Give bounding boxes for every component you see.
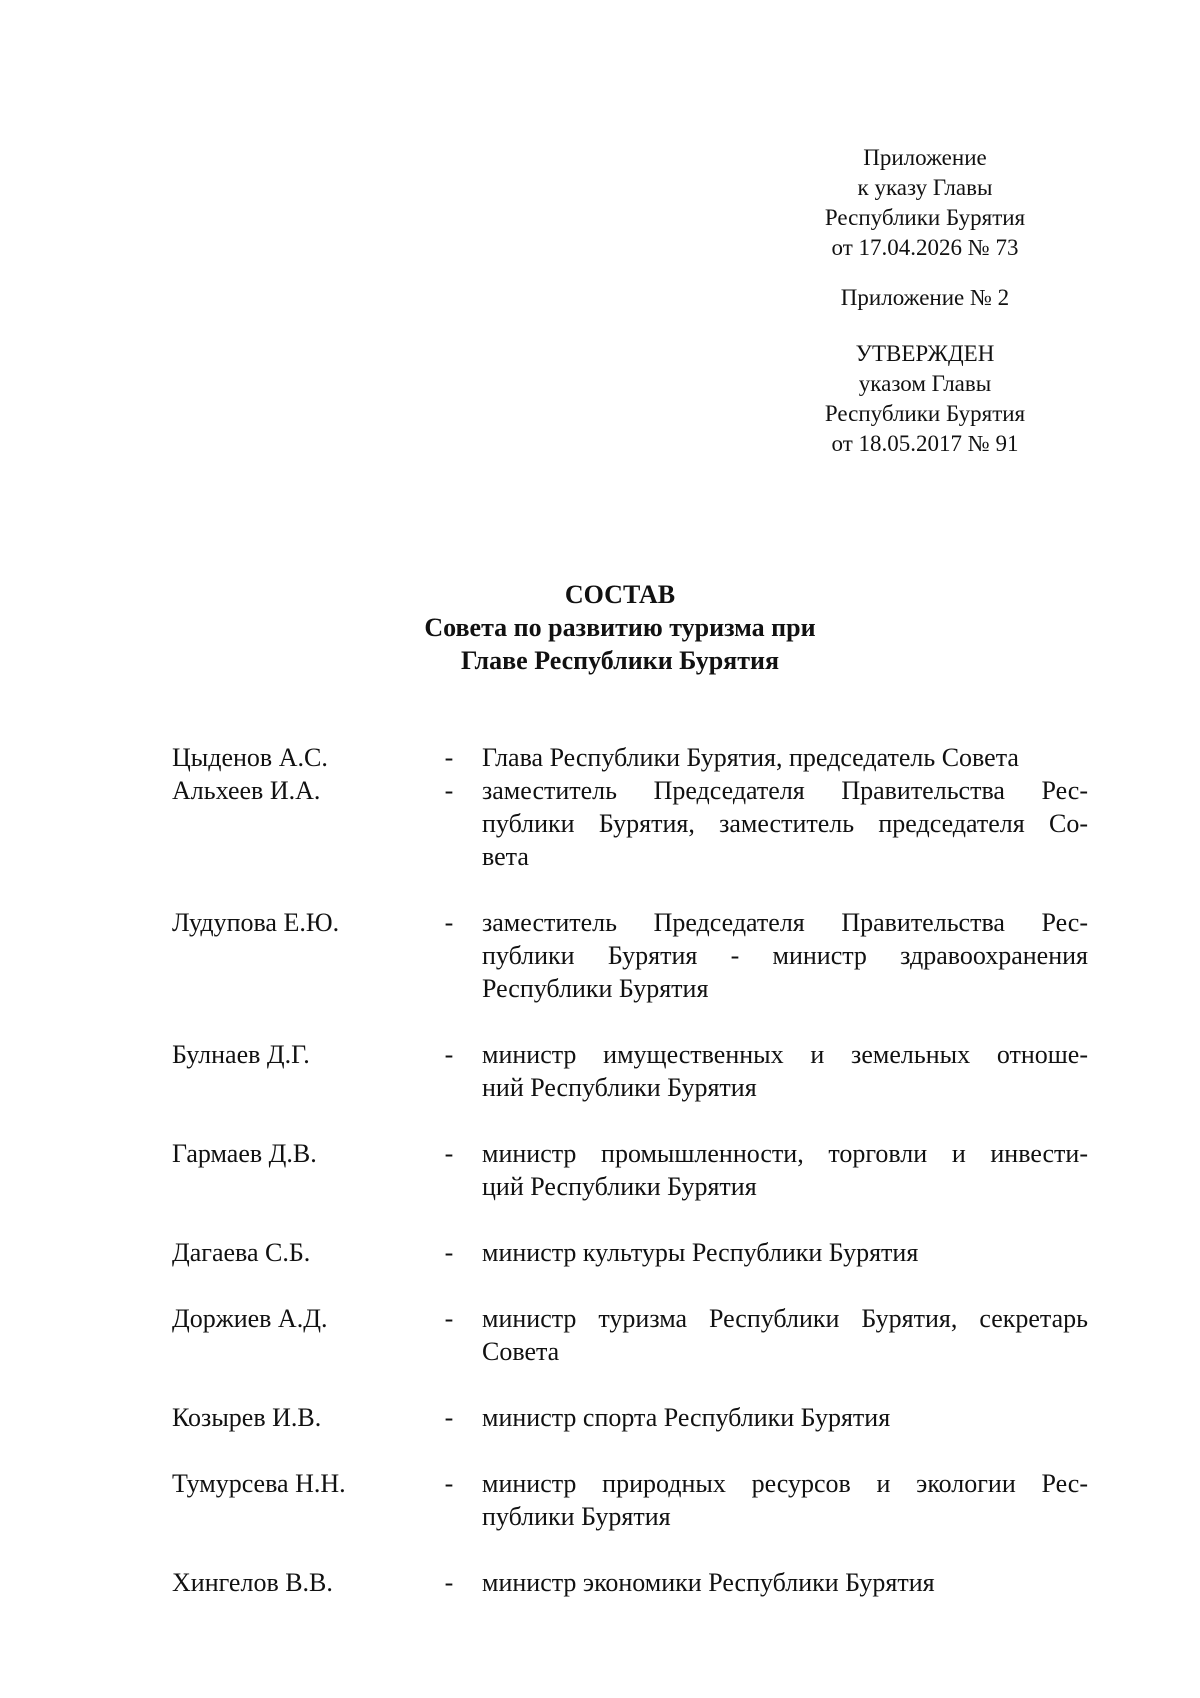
member-name: Лудупова Е.Ю. [172, 908, 340, 937]
approved-line: Республики Бурятия [824, 401, 1026, 426]
member-row [172, 1467, 1092, 1533]
title-line-3: Главе Республики Бурятия [460, 646, 780, 675]
member-role [482, 906, 1088, 1005]
member-row [172, 1401, 1092, 1434]
member-role-line: Совета [482, 1337, 560, 1366]
approved-line: от 18.05.2017 № 91 [831, 431, 1019, 456]
member-dash: - [444, 1238, 454, 1267]
member-row [172, 741, 1092, 774]
member-role-line: министр спорта Республики Бурятия [482, 1403, 891, 1432]
member-role-line: министр экономики Республики Бурятия [482, 1568, 935, 1597]
row-gap [172, 1434, 1092, 1467]
member-dash: - [444, 908, 454, 937]
row-gap [172, 1005, 1092, 1038]
order-appendix-line: Приложение [863, 145, 987, 170]
member-row [172, 1038, 1092, 1104]
member-dash: - [444, 1568, 454, 1597]
member-dash: - [444, 1469, 454, 1498]
member-role-line: публики Бурятия [482, 1502, 671, 1531]
row-gap [172, 1203, 1092, 1236]
member-name: Доржиев А.Д. [172, 1304, 328, 1333]
member-role-line: ний Республики Бурятия [482, 1073, 757, 1102]
member-row [172, 1137, 1092, 1203]
member-role-line: Республики Бурятия [482, 974, 709, 1003]
appendix-number: Приложение № 2 [840, 285, 1010, 310]
member-role [482, 1401, 1088, 1434]
row-gap [172, 1269, 1092, 1302]
member-name: Альхеев И.А. [172, 776, 321, 805]
member-role-line: министр природных ресурсов и экологии Рес- [482, 1469, 1088, 1498]
member-dash: - [444, 1139, 454, 1168]
member-role-line: публики Бурятия - министр здравоохранения [482, 941, 1088, 970]
member-role-line: Глава Республики Бурятия, председатель Совета [482, 743, 1019, 772]
approved-line: УТВЕРЖДЕН [855, 341, 995, 366]
member-role-line: публики Бурятия, заместитель председателя Со- [482, 809, 1088, 838]
member-role [482, 1038, 1088, 1104]
member-row [172, 774, 1092, 873]
member-role-line: вета [482, 842, 529, 871]
member-name: Цыденов А.С. [172, 743, 328, 772]
member-role-line: заместитель Председателя Правительства Рес- [482, 908, 1088, 937]
member-role [482, 1566, 1088, 1599]
members-list [172, 741, 1092, 1599]
member-name: Тумурсева Н.Н. [172, 1469, 346, 1498]
member-role [482, 1302, 1088, 1368]
row-gap [172, 873, 1092, 906]
row-gap [172, 1104, 1092, 1137]
member-role [482, 774, 1088, 873]
approved-block [780, 339, 1070, 459]
order-appendix-line: к указу Главы [857, 175, 993, 200]
member-role-line: министр культуры Республики Бурятия [482, 1238, 919, 1267]
member-role-line: министр имущественных и земельных отноше- [482, 1040, 1088, 1069]
member-role [482, 1236, 1088, 1269]
member-role-line: заместитель Председателя Правительства Рес- [482, 776, 1088, 805]
document-title [300, 578, 940, 677]
member-role [482, 741, 1088, 774]
member-role-line: министр туризма Республики Бурятия, секретарь [482, 1304, 1088, 1333]
title-line-2: Совета по развитию туризма при [424, 613, 816, 642]
member-name: Козырев И.В. [172, 1403, 322, 1432]
member-dash: - [444, 743, 454, 772]
order-appendix-line: от 17.04.2026 № 73 [831, 235, 1019, 260]
member-row [172, 1236, 1092, 1269]
member-dash: - [444, 776, 454, 805]
member-role [482, 1137, 1088, 1203]
member-name: Хингелов В.В. [172, 1568, 333, 1597]
approved-line: указом Главы [858, 371, 992, 396]
member-name: Гармаев Д.В. [172, 1139, 317, 1168]
member-name: Дагаева С.Б. [172, 1238, 311, 1267]
member-name: Булнаев Д.Г. [172, 1040, 310, 1069]
order-appendix-line: Республики Бурятия [824, 205, 1026, 230]
member-dash: - [444, 1304, 454, 1333]
member-dash: - [444, 1403, 454, 1432]
member-row [172, 1302, 1092, 1368]
order-appendix-block [780, 143, 1070, 263]
member-role [482, 1467, 1088, 1533]
member-dash: - [444, 1040, 454, 1069]
row-gap [172, 1533, 1092, 1566]
title-line-1: СОСТАВ [564, 580, 676, 609]
member-row [172, 1566, 1092, 1599]
member-row [172, 906, 1092, 1005]
member-role-line: министр промышленности, торговли и инвести- [482, 1139, 1088, 1168]
appendix-number-block [780, 283, 1070, 313]
member-role-line: ций Республики Бурятия [482, 1172, 757, 1201]
row-gap [172, 1368, 1092, 1401]
